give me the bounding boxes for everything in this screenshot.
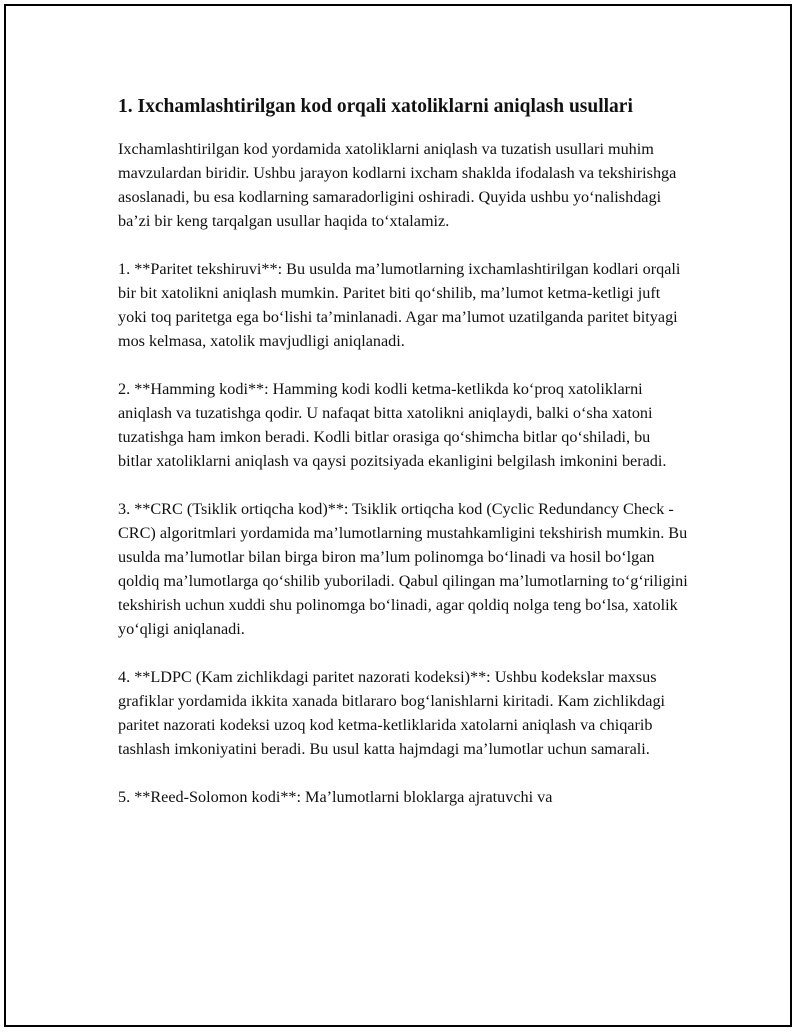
- method-ldpc-paragraph: 4. **LDPC (Kam zichlikdagi paritet nazorati kodeksi)**: Ushbu kodekslar maxsus grafiklar yordamida ikkita xanada bitlararo bog‘lanishlarni kiritadi. Kam zichlikdagi paritet nazorati kodeksi uzoq kod ketma-ketliklarida xatolarni aniqlash va chiqarib tashlash imkoniyatini beradi. Bu usul katta hajmdagi ma’lumotlar uchun samarali.: [118, 668, 666, 758]
- document-title: 1. Ixchamlashtirilgan kod orqali xatoliklarni aniqlash usullari: [118, 96, 633, 117]
- method-reed-solomon-paragraph: 5. **Reed-Solomon kodi**: Ma’lumotlarni bloklarga ajratuvchi va: [118, 788, 553, 806]
- method-hamming-paragraph: 2. **Hamming kodi**: Hamming kodi kodli ketma-ketlikda ko‘proq xatoliklarni aniqlash va tuzatishga qodir. U nafaqat bitta xatolikni aniqlaydi, balki o‘sha xatoni tuzatishga ham imkon beradi. Kodli bitlar orasiga qo‘shimcha bitlar qo‘shiladi, bu bitlar xatoliklarni aniqlash va qaysi pozitsiyada ekanligini belgilash imkonini beradi.: [118, 380, 667, 470]
- intro-paragraph: Ixchamlashtirilgan kod yordamida xatoliklarni aniqlash va tuzatish usullari muhim mavzulardan biridir. Ushbu jarayon kodlarni ixcham shaklda ifodalash va tekshirishga asoslanadi, bu esa kodlarning samaradorligini oshiradi. Quyida ushbu yo‘nalishdagi ba’zi bir keng tarqalgan usullar haqida to‘xtalamiz.: [118, 140, 677, 230]
- method-paritet-paragraph: 1. **Paritet tekshiruvi**: Bu usulda ma’lumotlarning ixchamlashtirilgan kodlari orqali bir bit xatolikni aniqlash mumkin. Paritet biti qo‘shilib, ma’lumot ketma-ketligi juft yoki toq paritetga ega bo‘lishi ta’minlanadi. Agar ma’lumot uzatilganda paritet bityagi mos kelmasa, xatolik mavjudligi aniqlanadi.: [118, 260, 681, 350]
- method-crc-paragraph: 3. **CRC (Tsiklik ortiqcha kod)**: Tsiklik ortiqcha kod (Cyclic Redundancy Check - CRC) algoritmlari yordamida ma’lumotlarning mustahkamligini tekshirish mumkin. Bu usulda ma’lumotlar bilan birga biron ma’lum polinomga bo‘linadi va hosil bo‘lgan qoldiq ma’lumotlarga qo‘shilib yuboriladi. Qabul qilingan ma’lumotlarning to‘g‘riligini tekshirish uchun xuddi shu polinomga bo‘linadi, agar qoldiq nolga teng bo‘lsa, xatolik yo‘qligi aniqlanadi.: [118, 500, 688, 638]
- document-body: [118, 93, 688, 833]
